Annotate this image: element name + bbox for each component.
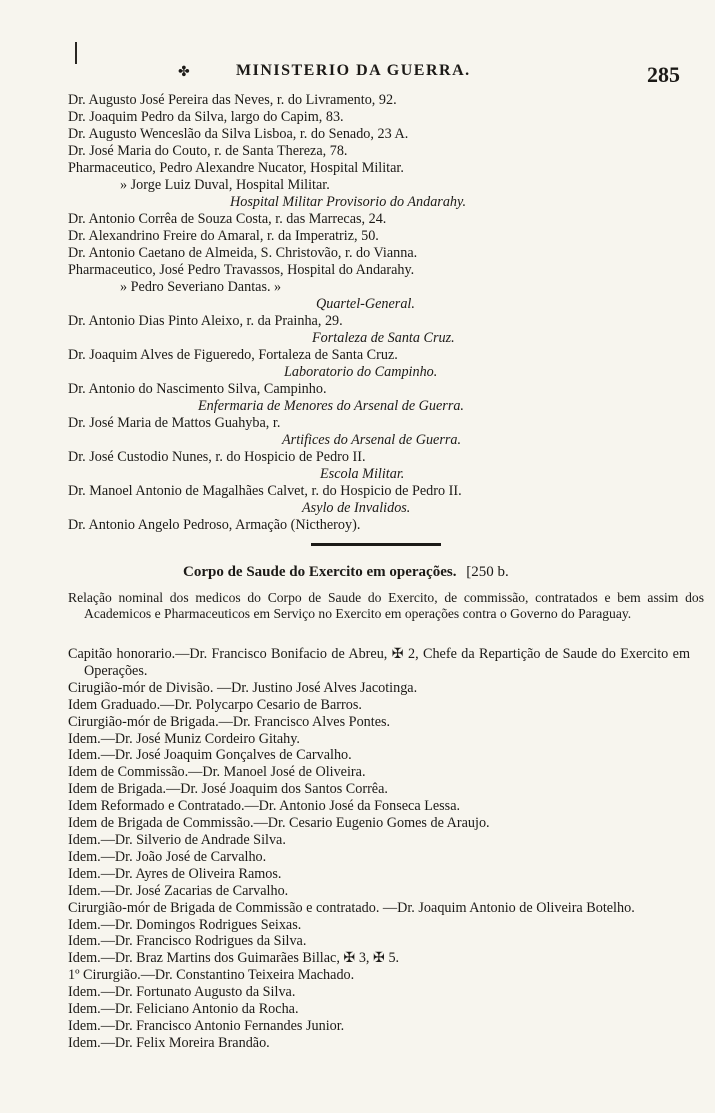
list-item: Capitão honorario.—Dr. Francisco Bonifacio de Abreu, ✠ 2, Chefe da Repartição de Saude do Exercito em Operações. bbox=[68, 646, 690, 679]
section-title-text: Corpo de Saude do Exercito em operações. bbox=[183, 564, 457, 580]
section-heading: Enfermaria de Menores do Arsenal de Guerra. bbox=[198, 398, 464, 414]
section-heading: Escola Militar. bbox=[320, 466, 405, 482]
ornament-icon: ✤ bbox=[178, 65, 190, 80]
list-item: Idem.—Dr. Fortunato Augusto da Silva. bbox=[68, 984, 296, 1001]
relation-paragraph: Relação nominal dos medicos do Corpo de Saude do Exercito, de commissão, contratados e bem assim dos Academicos e Pharmaceuticos em Serviço no Exercito em operações contra o Governo do Paraguay. bbox=[68, 590, 704, 621]
list-item: Idem.—Dr. José Muniz Cordeiro Gitahy. bbox=[68, 730, 300, 747]
section-heading: Laboratorio do Campinho. bbox=[284, 364, 438, 380]
divider-rule bbox=[311, 543, 441, 546]
list-item: Idem Reformado e Contratado.—Dr. Antonio José da Fonseca Lessa. bbox=[68, 798, 461, 815]
page-header bbox=[0, 62, 715, 88]
list-item: Idem.—Dr. José Zacarias de Carvalho. bbox=[68, 882, 289, 899]
entry-line: Dr. Augusto Wenceslão da Silva Lisboa, r. do Senado, 23 A. bbox=[68, 126, 409, 142]
list-item: Idem.—Dr. Felix Moreira Brandão. bbox=[68, 1034, 270, 1051]
list-item: Cirurgião-mór de Brigada de Commissão e contratado. —Dr. Joaquim Antonio de Oliveira Botelho. bbox=[68, 899, 635, 916]
entry-line: Dr. José Maria do Couto, r. de Santa Thereza, 78. bbox=[68, 143, 348, 159]
entry-line: » Pedro Severiano Dantas. » bbox=[120, 279, 282, 295]
list-item: Idem.—Dr. Feliciano Antonio da Rocha. bbox=[68, 1001, 299, 1018]
entry-line: Dr. José Maria de Mattos Guahyba, r. bbox=[68, 415, 281, 431]
section-ref: [250 b. bbox=[466, 564, 509, 580]
section-heading: Artifices do Arsenal de Guerra. bbox=[282, 432, 462, 448]
staff-list bbox=[68, 646, 690, 1052]
entry-line: » Jorge Luiz Duval, Hospital Militar. bbox=[120, 177, 330, 193]
section-heading: Hospital Militar Provisorio do Andarahy. bbox=[230, 194, 467, 210]
entry-line: Dr. José Custodio Nunes, r. do Hospicio de Pedro II. bbox=[68, 449, 366, 465]
list-item: Idem.—Dr. Francisco Rodrigues da Silva. bbox=[68, 933, 307, 950]
list-item: Idem de Commissão.—Dr. Manoel José de Oliveira. bbox=[68, 764, 366, 781]
entry-line: Dr. Antonio Corrêa de Souza Costa, r. das Marrecas, 24. bbox=[68, 211, 387, 227]
entry-line: Dr. Joaquim Alves de Figueredo, Fortaleza de Santa Cruz. bbox=[68, 347, 398, 363]
list-item: Idem de Brigada de Commissão.—Dr. Cesario Eugenio Gomes de Araujo. bbox=[68, 815, 490, 832]
margin-mark bbox=[75, 42, 77, 64]
list-item: Idem.—Dr. João José de Carvalho. bbox=[68, 848, 267, 865]
list-item: Cirurgião-mór de Brigada.—Dr. Francisco Alves Pontes. bbox=[68, 713, 391, 730]
section-heading: Quartel-General. bbox=[316, 296, 415, 312]
section-heading: Asylo de Invalidos. bbox=[302, 500, 411, 516]
section-title bbox=[183, 564, 509, 581]
list-item: Idem.—Dr. Braz Martins dos Guimarães Billac, ✠ 3, ✠ 5. bbox=[68, 950, 400, 967]
list-item: Idem.—Dr. Francisco Antonio Fernandes Junior. bbox=[68, 1017, 345, 1034]
list-item: Idem.—Dr. José Joaquim Gonçalves de Carvalho. bbox=[68, 747, 352, 764]
entry-line: Dr. Augusto José Pereira das Neves, r. do Livramento, 92. bbox=[68, 92, 397, 108]
entry-line: Dr. Manoel Antonio de Magalhães Calvet, r. do Hospicio de Pedro II. bbox=[68, 483, 462, 499]
entry-line: Dr. Antonio Angelo Pedroso, Armação (Nictheroy). bbox=[68, 517, 361, 533]
entry-line: Pharmaceutico, José Pedro Travassos, Hospital do Andarahy. bbox=[68, 262, 415, 278]
list-item: Idem.—Dr. Domingos Rodrigues Seixas. bbox=[68, 916, 302, 933]
section-heading: Fortaleza de Santa Cruz. bbox=[312, 330, 455, 346]
entry-line: Dr. Antonio Dias Pinto Aleixo, r. da Prainha, 29. bbox=[68, 313, 343, 329]
entry-line: Dr. Antonio do Nascimento Silva, Campinho. bbox=[68, 381, 327, 397]
list-item: Idem de Brigada.—Dr. José Joaquim dos Santos Corrêa. bbox=[68, 781, 388, 798]
entry-line: Dr. Joaquim Pedro da Silva, largo do Capim, 83. bbox=[68, 109, 344, 125]
list-item: Idem.—Dr. Silverio de Andrade Silva. bbox=[68, 831, 286, 848]
list-item: Cirugião-mór de Divisão. —Dr. Justino José Alves Jacotinga. bbox=[68, 679, 418, 696]
list-item: 1º Cirurgião.—Dr. Constantino Teixeira Machado. bbox=[68, 967, 355, 984]
entry-line: Pharmaceutico, Pedro Alexandre Nucator, Hospital Militar. bbox=[68, 160, 404, 176]
list-item: Idem.—Dr. Ayres de Oliveira Ramos. bbox=[68, 865, 282, 882]
running-title: MINISTERIO DA GUERRA. bbox=[236, 62, 471, 79]
entry-line: Dr. Antonio Caetano de Almeida, S. Christovão, r. do Vianna. bbox=[68, 245, 418, 261]
entry-line: Dr. Alexandrino Freire do Amaral, r. da Imperatriz, 50. bbox=[68, 228, 379, 244]
list-item: Idem Graduado.—Dr. Polycarpo Cesario de Barros. bbox=[68, 696, 362, 713]
page-number: 285 bbox=[647, 62, 680, 87]
